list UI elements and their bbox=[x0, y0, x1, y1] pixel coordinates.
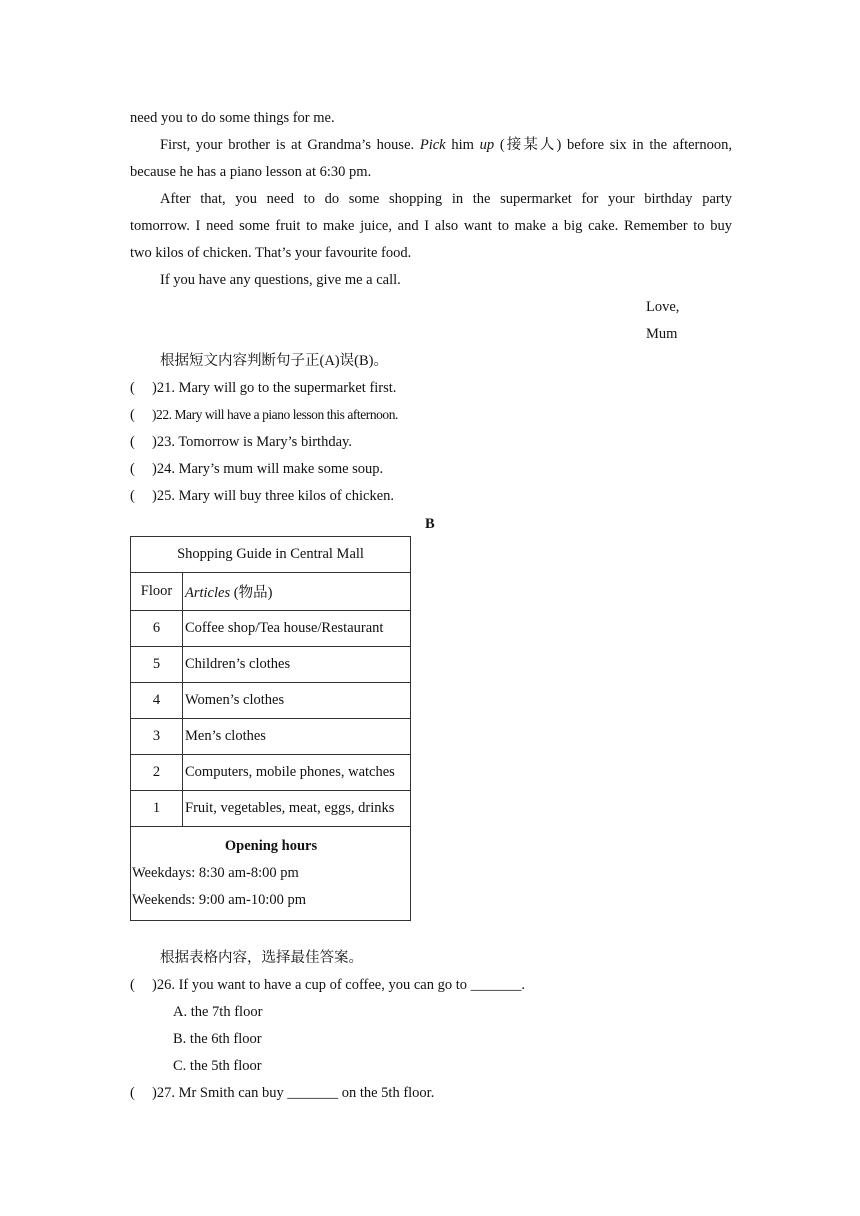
table-cell-floor: 3 bbox=[131, 719, 183, 755]
answer-paren: ( bbox=[130, 977, 135, 993]
answer-paren: ( bbox=[130, 488, 135, 504]
letter-paragraph-4: If you have any questions, give me a call. bbox=[160, 272, 401, 288]
answer-paren: ( bbox=[130, 1085, 135, 1101]
table-caption: Shopping Guide in Central Mall bbox=[131, 537, 411, 573]
table-cell-floor: 4 bbox=[131, 683, 183, 719]
answer-paren: ( bbox=[130, 434, 135, 450]
table-cell-floor: 2 bbox=[131, 755, 183, 791]
letter-paragraph-3-line-1: After that, you need to do some shopping in the supermarket for your birthday party bbox=[160, 191, 732, 207]
table-cell-floor: 1 bbox=[131, 791, 183, 827]
section-b-instruction: 根据表格内容，选择最佳答案。 bbox=[160, 950, 363, 966]
letter-paragraph-2-line-1: First, your brother is at Grandma’s house. Pick him up (接某人) before six in the afternoon, bbox=[160, 137, 732, 153]
section-b-label: B bbox=[425, 516, 435, 532]
question-text: )25. Mary will buy three kilos of chicken. bbox=[152, 488, 395, 504]
answer-paren: ( bbox=[130, 380, 135, 396]
question-text: )23. Tomorrow is Mary’s birthday. bbox=[152, 434, 352, 450]
table-cell-articles: Men’s clothes bbox=[183, 719, 411, 755]
question-text: )24. Mary’s mum will make some soup. bbox=[152, 461, 384, 477]
question-text: )22. Mary will have a piano lesson this afternoon. bbox=[152, 407, 398, 422]
letter-paragraph-2-line-2: because he has a piano lesson at 6:30 pm. bbox=[130, 164, 372, 180]
table-cell-articles: Children’s clothes bbox=[183, 647, 411, 683]
opening-hours-title: Opening hours bbox=[224, 838, 318, 854]
table-cell-articles: Fruit, vegetables, meat, eggs, drinks bbox=[183, 791, 411, 827]
table-cell-floor: 5 bbox=[131, 647, 183, 683]
option-a: A. the 7th floor bbox=[173, 1004, 263, 1020]
letter-signature: Mum bbox=[646, 326, 678, 342]
weekends-hours: Weekends: 9:00 am-10:00 pm bbox=[132, 892, 307, 908]
letter-line-1: need you to do some things for me. bbox=[130, 110, 335, 126]
table-cell-articles: Computers, mobile phones, watches bbox=[183, 755, 411, 791]
shopping-guide-table bbox=[130, 536, 411, 921]
opening-hours-cell bbox=[131, 827, 411, 921]
question-text: )21. Mary will go to the supermarket first. bbox=[152, 380, 397, 396]
question-text: )27. Mr Smith can buy _______ on the 5th floor. bbox=[152, 1085, 435, 1101]
letter-closing: Love, bbox=[646, 299, 680, 315]
weekdays-hours: Weekdays: 8:30 am-8:00 pm bbox=[132, 865, 299, 881]
answer-paren: ( bbox=[130, 461, 135, 477]
table-cell-articles: Coffee shop/Tea house/Restaurant bbox=[183, 611, 411, 647]
letter-paragraph-3-line-3: two kilos of chicken. That’s your favourite food. bbox=[130, 245, 412, 261]
column-header-articles: Articles (物品) bbox=[183, 573, 411, 611]
column-header-floor: Floor bbox=[131, 573, 183, 611]
question-text: )26. If you want to have a cup of coffee, you can go to _______. bbox=[152, 977, 525, 993]
letter-paragraph-3-line-2: tomorrow. I need some fruit to make juice, and I also want to make a big cake. Remember to buy bbox=[130, 218, 732, 234]
answer-paren: ( bbox=[130, 407, 135, 423]
section-a-instruction: 根据短文内容判断句子正(A)误(B)。 bbox=[160, 353, 388, 369]
table-cell-floor: 6 bbox=[131, 611, 183, 647]
option-c: C. the 5th floor bbox=[173, 1058, 262, 1074]
table-cell-articles: Women’s clothes bbox=[183, 683, 411, 719]
option-b: B. the 6th floor bbox=[173, 1031, 262, 1047]
